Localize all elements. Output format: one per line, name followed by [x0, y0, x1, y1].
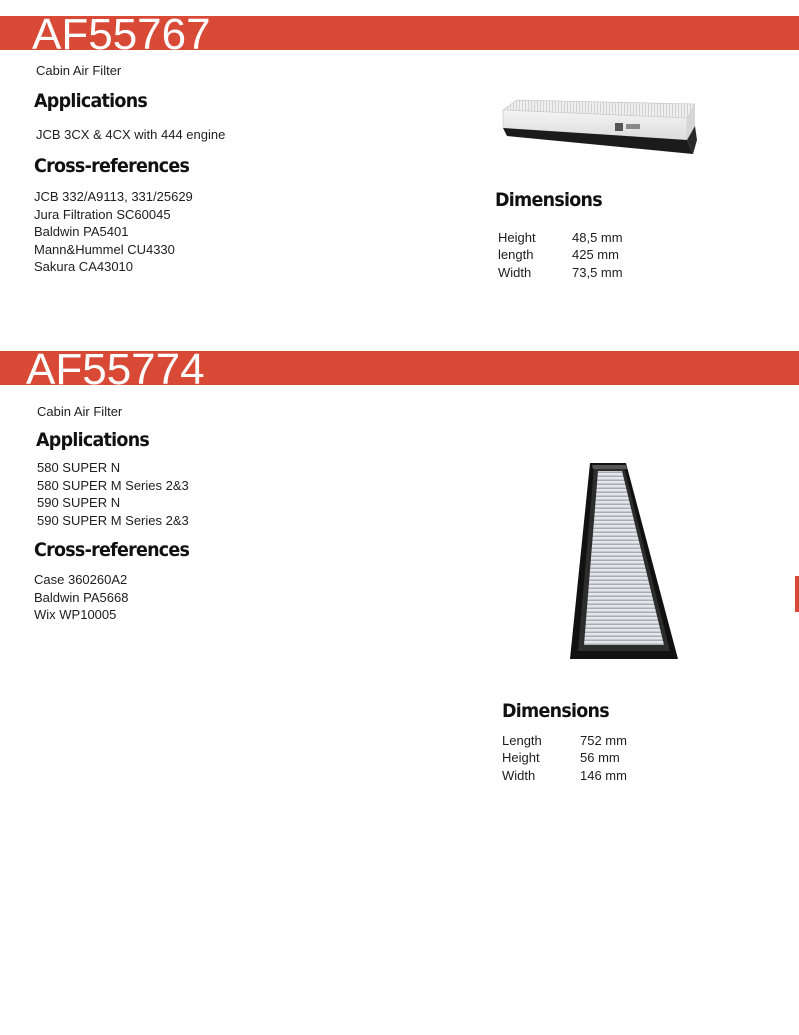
product-type: Cabin Air Filter	[37, 404, 123, 419]
list-item: Baldwin PA5668	[34, 589, 129, 605]
list-item: JCB 3CX & 4CX with 444 engine	[36, 127, 226, 142]
dimensions-heading: Dimensions	[495, 189, 602, 211]
dimensions-table	[502, 732, 627, 784]
dimension-label: Length	[502, 733, 542, 749]
dimension-label: Height	[502, 750, 540, 766]
dimension-value: 56 mm	[580, 750, 620, 766]
table-row	[498, 246, 623, 263]
dimension-label: Width	[502, 767, 536, 783]
dimension-value: 146 mm	[580, 767, 627, 783]
list-item: 580 SUPER N	[37, 460, 121, 475]
dimension-value: 48,5 mm	[572, 230, 623, 246]
cross-references-list	[34, 188, 193, 276]
applications-list	[37, 459, 189, 529]
product-code: AF55774	[26, 351, 205, 385]
list-item: 590 SUPER M Series 2&3	[37, 512, 189, 528]
list-item: Mann&Hummel CU4330	[34, 241, 175, 257]
dimension-label: Height	[498, 230, 536, 246]
dimension-value: 425 mm	[572, 247, 619, 263]
cross-references-heading: Cross-references	[34, 155, 190, 177]
page-edge-marker	[795, 576, 799, 612]
product-type: Cabin Air Filter	[36, 63, 122, 78]
product-header-band	[0, 16, 799, 50]
dimensions-table	[498, 229, 623, 281]
dimension-value: 752 mm	[580, 733, 627, 749]
dimensions-heading: Dimensions	[502, 700, 609, 722]
list-item: 590 SUPER N	[37, 495, 121, 510]
list-item: 580 SUPER M Series 2&3	[37, 477, 189, 493]
flat-cabin-filter-photo	[495, 96, 701, 158]
dimension-label: Width	[498, 264, 532, 280]
table-row	[498, 264, 623, 281]
list-item: Baldwin PA5401	[34, 224, 129, 239]
table-row	[502, 767, 627, 784]
table-row	[498, 229, 623, 246]
list-item: Jura Filtration SC60045	[34, 206, 171, 222]
dimension-label: length	[498, 247, 534, 263]
dimension-value: 73,5 mm	[572, 264, 623, 280]
long-cabin-filter-photo	[568, 461, 680, 663]
cross-references-heading: Cross-references	[34, 539, 190, 561]
list-item: Sakura CA43010	[34, 259, 134, 274]
applications-list	[36, 126, 225, 144]
applications-heading: Applications	[36, 429, 150, 451]
product-header-band	[0, 351, 799, 385]
list-item: Case 360260A2	[34, 572, 128, 587]
table-row	[502, 749, 627, 766]
list-item: Wix WP10005	[34, 607, 117, 622]
product-code: AF55767	[32, 16, 211, 50]
list-item: JCB 332/A9113, 331/25629	[34, 189, 193, 204]
cross-references-list	[34, 571, 128, 624]
applications-heading: Applications	[34, 90, 148, 112]
table-row	[502, 732, 627, 749]
